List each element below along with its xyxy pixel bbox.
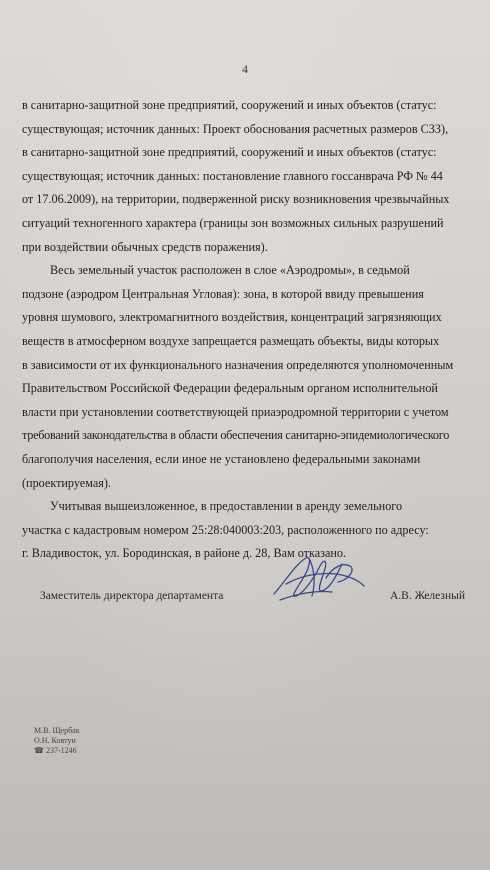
handwritten-signature <box>266 550 376 610</box>
body-line: власти при установлении соответствующей приаэродромной территории с учетом <box>22 404 449 419</box>
body-line: ситуаций техногенного характера (границы зон возможных сильных разрушений <box>22 215 444 230</box>
body-line: подзоне (аэродром Центральная Угловая): зона, в которой ввиду превышения <box>22 286 424 301</box>
signatory-name: А.В. Железный <box>390 590 465 602</box>
executor-footer <box>34 726 80 756</box>
body-line: веществ в атмосферном воздухе запрещается размещать объекты, виды которых <box>22 333 440 348</box>
body-line: Правительством Российской Федерации федеральным органом исполнительной <box>22 381 438 396</box>
body-line: Весь земельный участок расположен в слое «Аэродромы», в седьмой <box>50 263 410 278</box>
body-line: участка с кадастровым номером 25:28:040003:203, расположенного по адресу: <box>22 522 429 537</box>
signatory-position: Заместитель директора департамента <box>40 590 224 602</box>
body-line: требований законодательства в области обеспечения санитарно-эпидемиологического <box>22 428 450 443</box>
executor-name: О.Н. Ковтун <box>34 736 76 745</box>
body-line: существующая; источник данных: постановление главного госсанврача РФ № 44 <box>22 168 443 183</box>
letter-body <box>22 94 484 566</box>
body-line: существующая; источник данных: Проект обоснования расчетных размеров СЗЗ), <box>22 121 449 136</box>
executor-phone: ☎ 237-1246 <box>34 746 77 755</box>
body-line: при воздействии обычных средств поражения). <box>22 239 268 254</box>
body-line: благополучия населения, если иное не установлено федеральными законами <box>22 451 421 466</box>
body-line: уровня шумового, электромагнитного воздействия, концентраций загрязняющих <box>22 310 442 325</box>
body-line: в зависимости от их функционального назначения определяются уполномоченным <box>22 357 454 372</box>
body-line: г. Владивосток, ул. Бородинская, в районе д. 28, Вам отказано. <box>22 546 347 561</box>
signature-block <box>40 582 465 622</box>
body-line: в санитарно-защитной зоне предприятий, сооружений и иных объектов (статус: <box>22 145 437 160</box>
executor-name: М.В. Щербак <box>34 726 80 735</box>
page-number: 4 <box>242 62 248 76</box>
body-line: Учитывая вышеизложенное, в предоставлении в аренду земельного <box>50 499 403 514</box>
body-line: в санитарно-защитной зоне предприятий, сооружений и иных объектов (статус: <box>22 98 437 112</box>
body-line: (проектируемая). <box>22 475 111 490</box>
body-line: от 17.06.2009), на территории, подверженной риску возникновения чрезвычайных <box>22 192 450 207</box>
